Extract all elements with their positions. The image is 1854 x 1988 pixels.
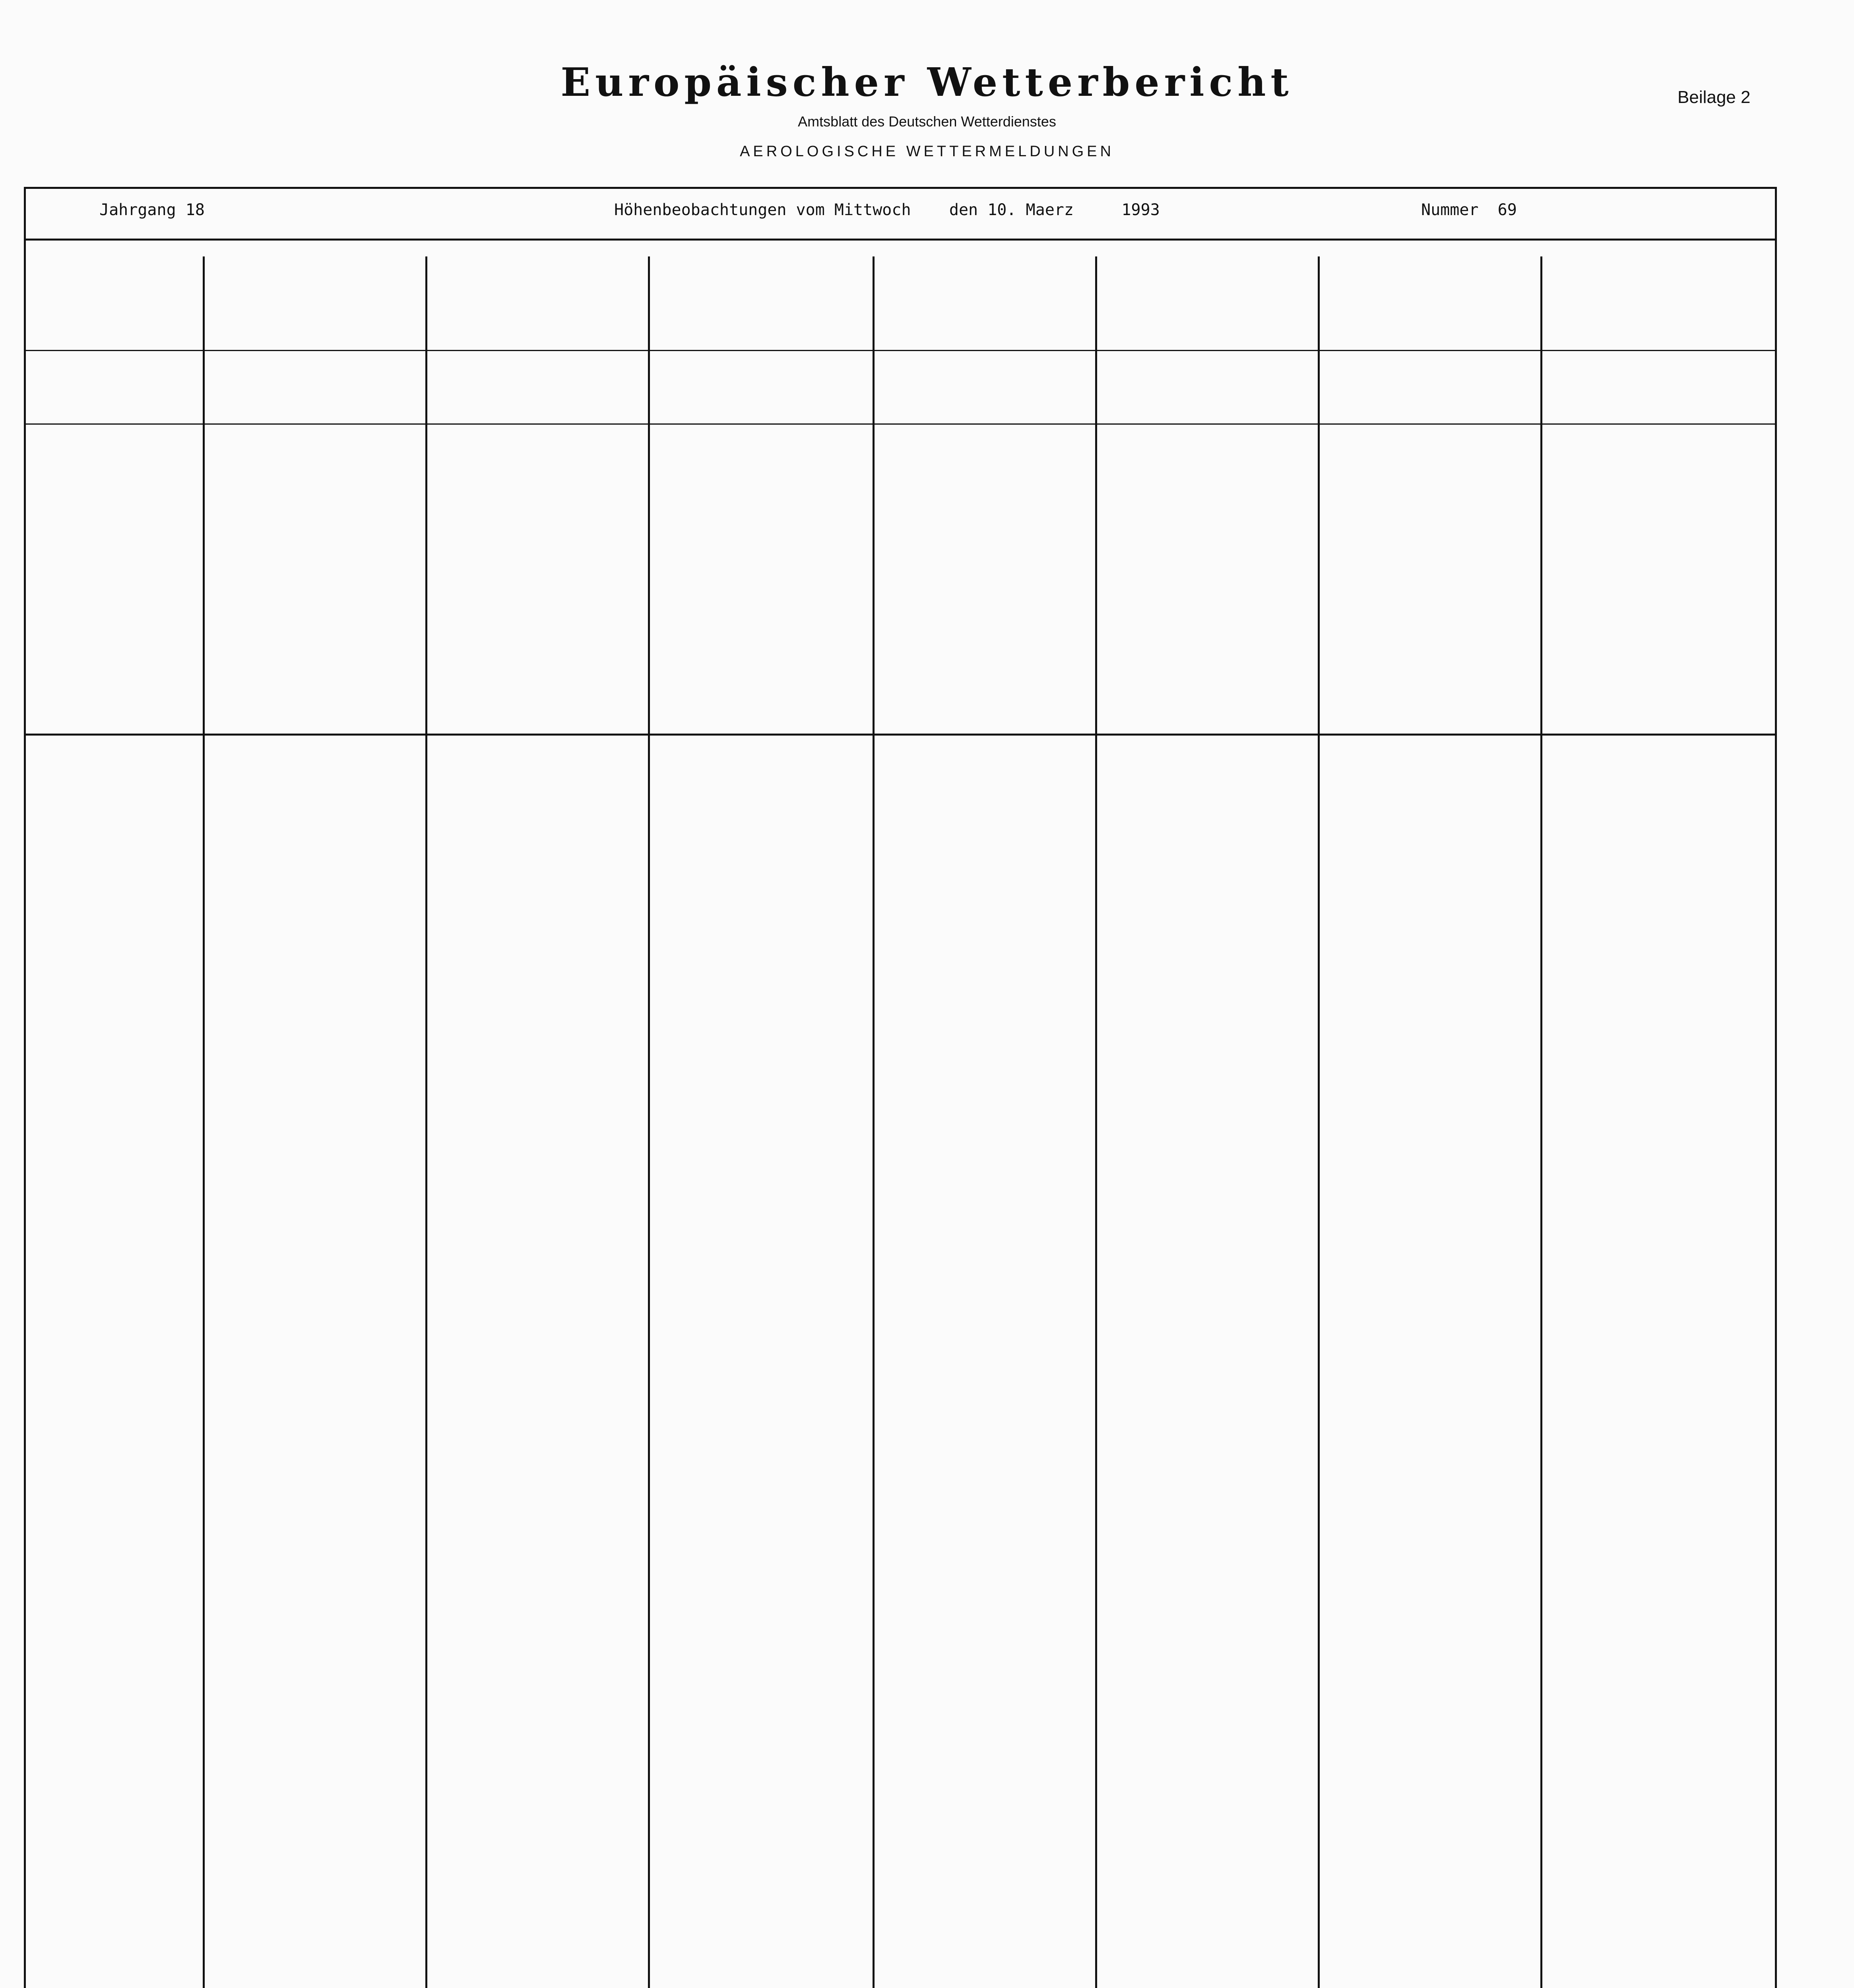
date-line: Höhenbeobachtungen vom Mittwoch den 10. Maerz 1993 — [614, 201, 1160, 219]
rule-line — [24, 423, 1777, 425]
page-title: Europäischer Wetterbericht — [560, 60, 1294, 105]
column-rule — [1540, 256, 1542, 1988]
rule-line — [24, 734, 1777, 736]
data-table — [24, 187, 1777, 1988]
column-rule — [1318, 256, 1320, 1988]
column-rule — [648, 256, 650, 1988]
section-title: AEROLOGISCHE WETTERMELDUNGEN — [740, 143, 1114, 160]
subtitle: Amtsblatt des Deutschen Wetterdienstes — [798, 113, 1056, 130]
column-rule — [1095, 256, 1097, 1988]
rule-line — [24, 239, 1777, 241]
beilage-label: Beilage 2 — [1678, 87, 1751, 107]
column-rule — [203, 256, 205, 1988]
column-rule — [873, 256, 875, 1988]
column-rule — [425, 256, 427, 1988]
rule-line — [24, 350, 1777, 351]
nummer: Nummer 69 — [1421, 201, 1517, 219]
jahrgang: Jahrgang 18 — [99, 201, 205, 219]
